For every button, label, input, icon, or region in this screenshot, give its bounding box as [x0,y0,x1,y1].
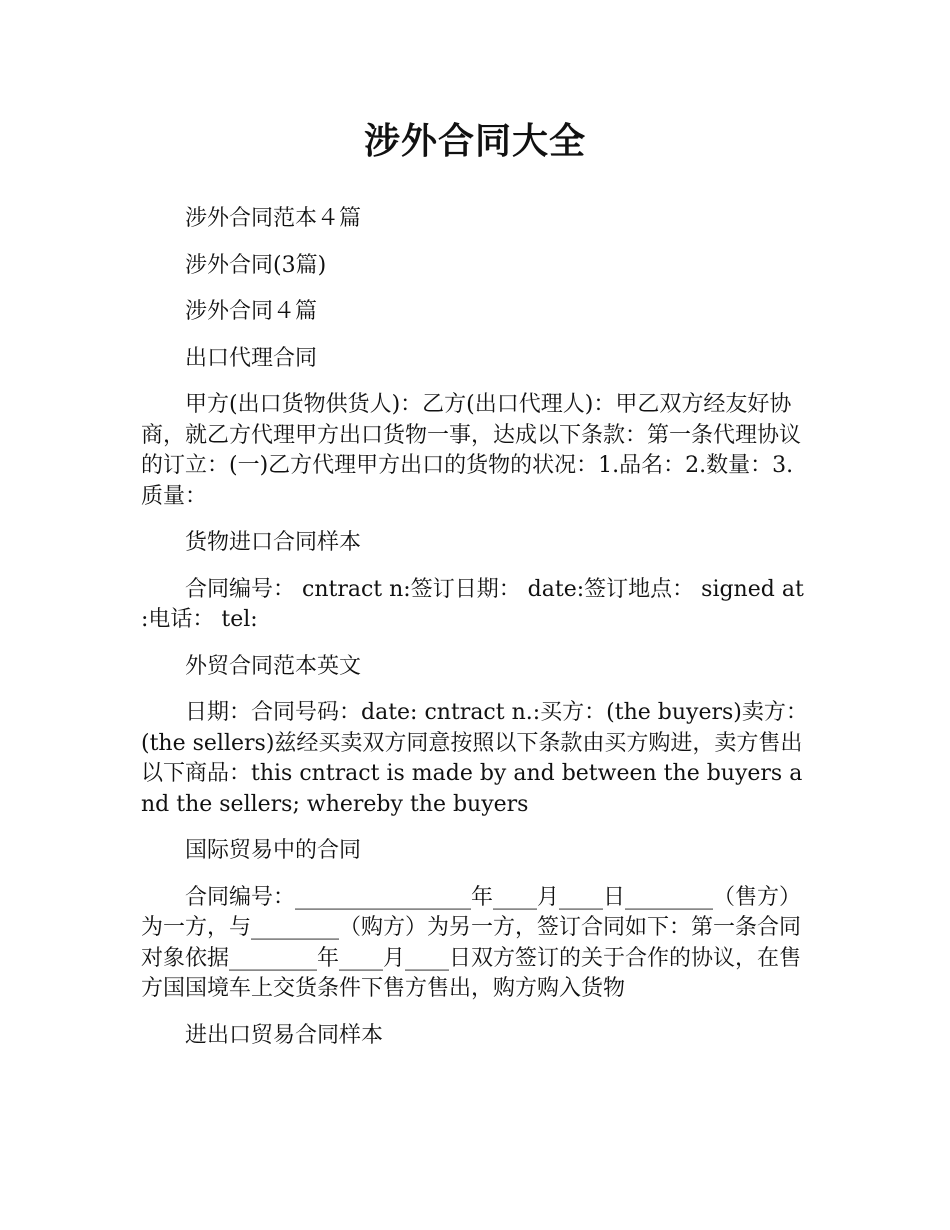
paragraph-12: 进出口贸易合同样本 [185,1022,384,1048]
paragraph-2: 涉外合同(3篇) [185,252,327,278]
paragraph-3: 涉外合同４篇 [185,299,318,324]
paragraph-7: 合同编号： cntract n:签订日期： date:签订地点： signed at :电话： tel: [141,576,804,632]
paragraph-9: 日期：合同号码：date: cntract n.:买方：(the buyers)卖方：(the sellers)兹经买卖双方同意按照以下条款由买方购进，卖方售出以下商品：this cntract is made by and between the buyers and the sellers; whereby the buyers [141,700,808,817]
paragraph-10: 国际贸易中的合同 [185,838,362,863]
paragraph-4: 出口代理合同 [185,345,318,371]
document-title: 涉外合同大全 [363,121,586,162]
paragraph-8: 外贸合同范本英文 [185,653,362,679]
paragraph-5: 甲方(出口货物供货人)：乙方(出口代理人)：甲乙双方经友好协商，就乙方代理甲方出口货物一事，达成以下条款：第一条代理协议的订立：(一)乙方代理甲方出口的货物的状况：1.品名：2.数量：3.质量： [141,392,802,509]
paragraph-1: 涉外合同范本４篇 [185,206,362,231]
paragraph-11: 合同编号：________________年____月____日________（售方）为一方，与________（购方）为另一方，签订合同如下：第一条合同对象依据________年____月____日双方签订的关于合作的协议，在售方国国境车上交货条件下售方售出，购方购入货物 [141,884,802,1001]
document-body [141,204,813,1067]
paragraph-6: 货物进口合同样本 [185,530,362,555]
